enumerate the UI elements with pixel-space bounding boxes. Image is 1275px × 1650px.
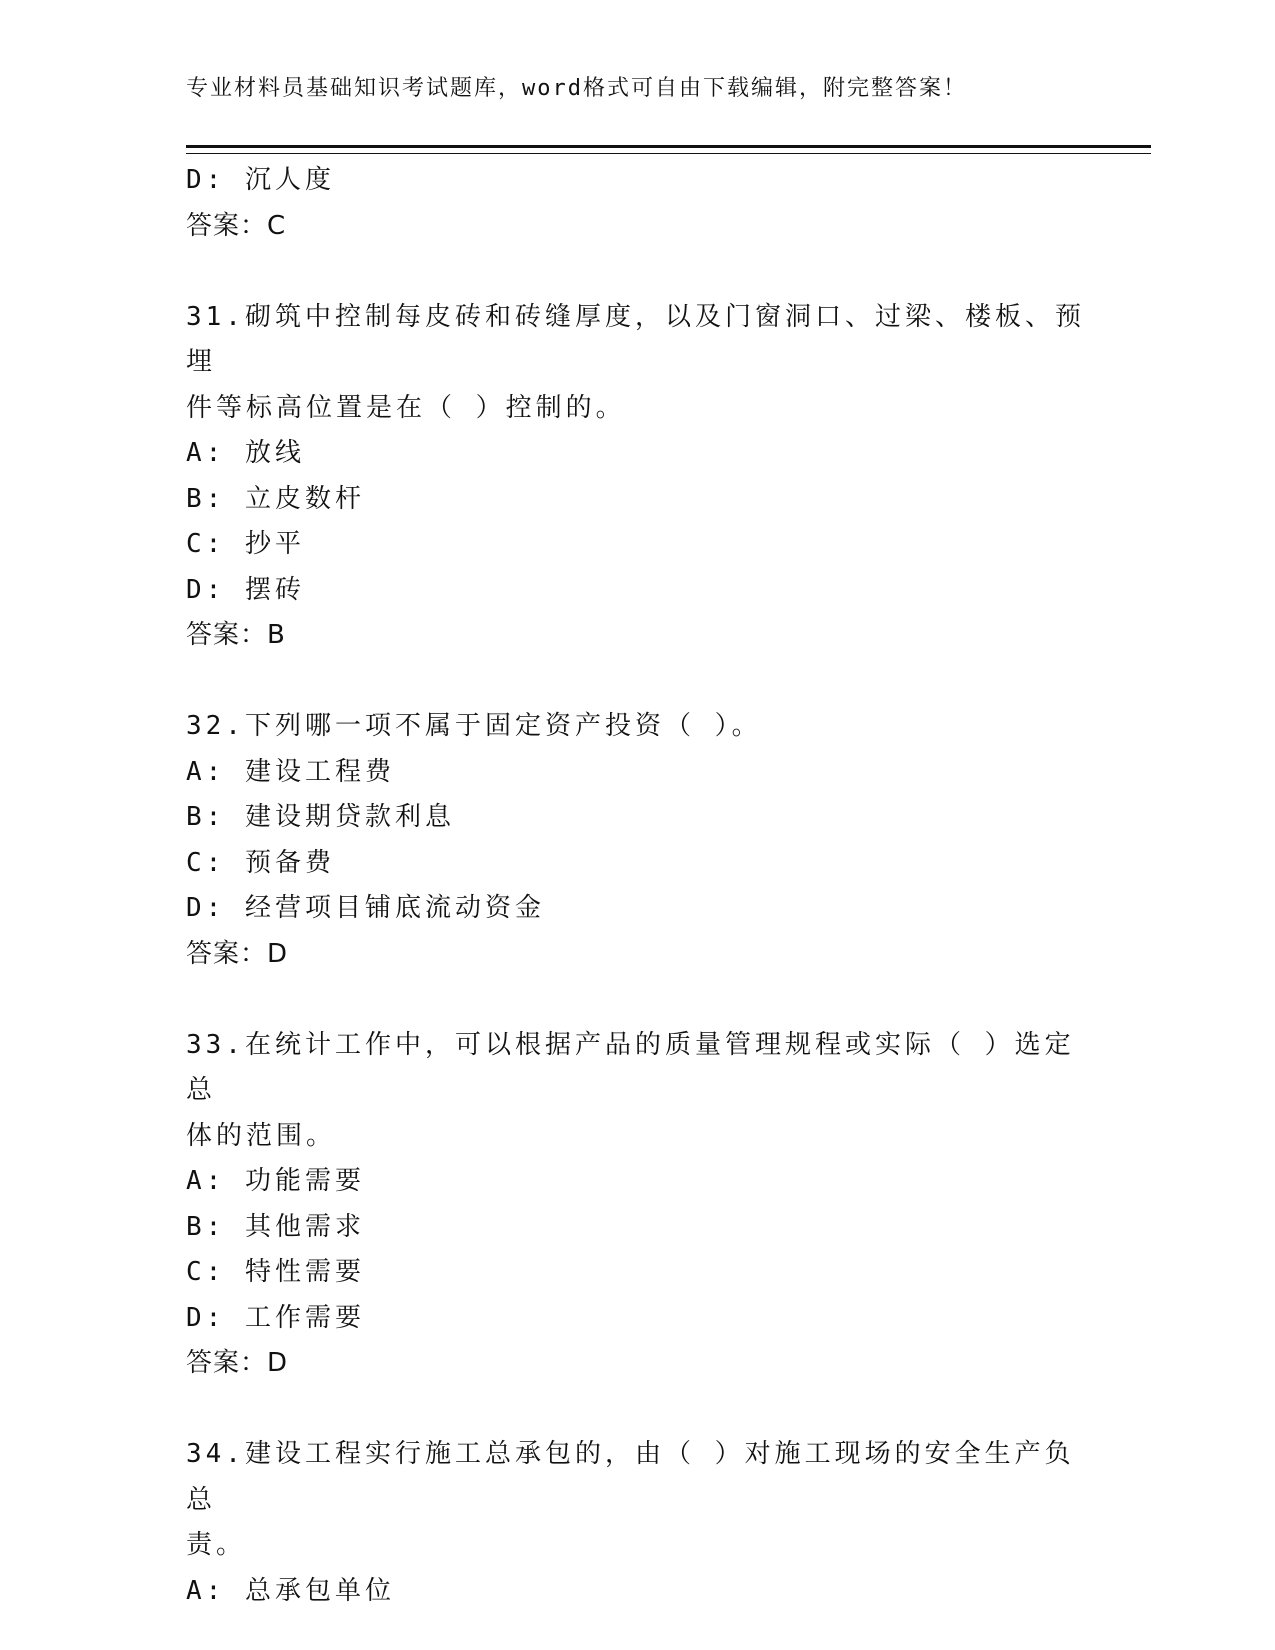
option-d: D: 经营项目铺底流动资金	[186, 893, 545, 923]
option-c: C: 预备费	[186, 847, 335, 878]
answer: 答案：D	[186, 938, 289, 969]
option-d: D: 摆砖	[186, 574, 305, 605]
question-stem: 34.建设工程实行施工总承包的，由（ ）对施工现场的安全生产负总	[186, 1439, 1075, 1515]
question-stem: 33.在统计工作中，可以根据产品的质量管理规程或实际（ ）选定总	[186, 1029, 1075, 1105]
page-header: 专业材料员基础知识考试题库，word格式可自由下载编辑，附完整答案！	[186, 76, 967, 101]
question-list	[186, 158, 1086, 1614]
option-d: D: 沉人度	[186, 165, 335, 195]
option-b: B: 建设期贷款利息	[186, 802, 455, 832]
question-stem: 件等标高位置是在（ ）控制的。	[186, 392, 626, 423]
question-stem: 体的范围。	[186, 1120, 337, 1151]
option-c: C: 特性需要	[186, 1257, 365, 1287]
answer: 答案：C	[186, 210, 287, 241]
question-gap	[186, 977, 1086, 1023]
option-c: C: 抄平	[186, 529, 305, 559]
option-d: D: 工作需要	[186, 1302, 365, 1333]
question-stem: 责。	[186, 1530, 247, 1560]
option-b: B: 其他需求	[186, 1211, 365, 1242]
option-b: B: 立皮数杆	[186, 483, 365, 514]
answer: 答案：D	[186, 1348, 289, 1378]
question-gap	[186, 1387, 1086, 1433]
option-a: A: 放线	[186, 438, 305, 468]
answer: 答案：B	[186, 620, 286, 650]
question-gap	[186, 249, 1086, 295]
question-stem: 31.砌筑中控制每皮砖和砖缝厚度，以及门窗洞口、过梁、楼板、预埋	[186, 301, 1085, 377]
option-a: A: 功能需要	[186, 1166, 365, 1196]
question-stem: 32.下列哪一项不属于固定资产投资（ ）。	[186, 711, 762, 741]
option-a: A: 建设工程费	[186, 756, 395, 787]
header-divider	[186, 145, 1151, 154]
question-gap	[186, 659, 1086, 705]
option-a: A: 总承包单位	[186, 1575, 395, 1606]
